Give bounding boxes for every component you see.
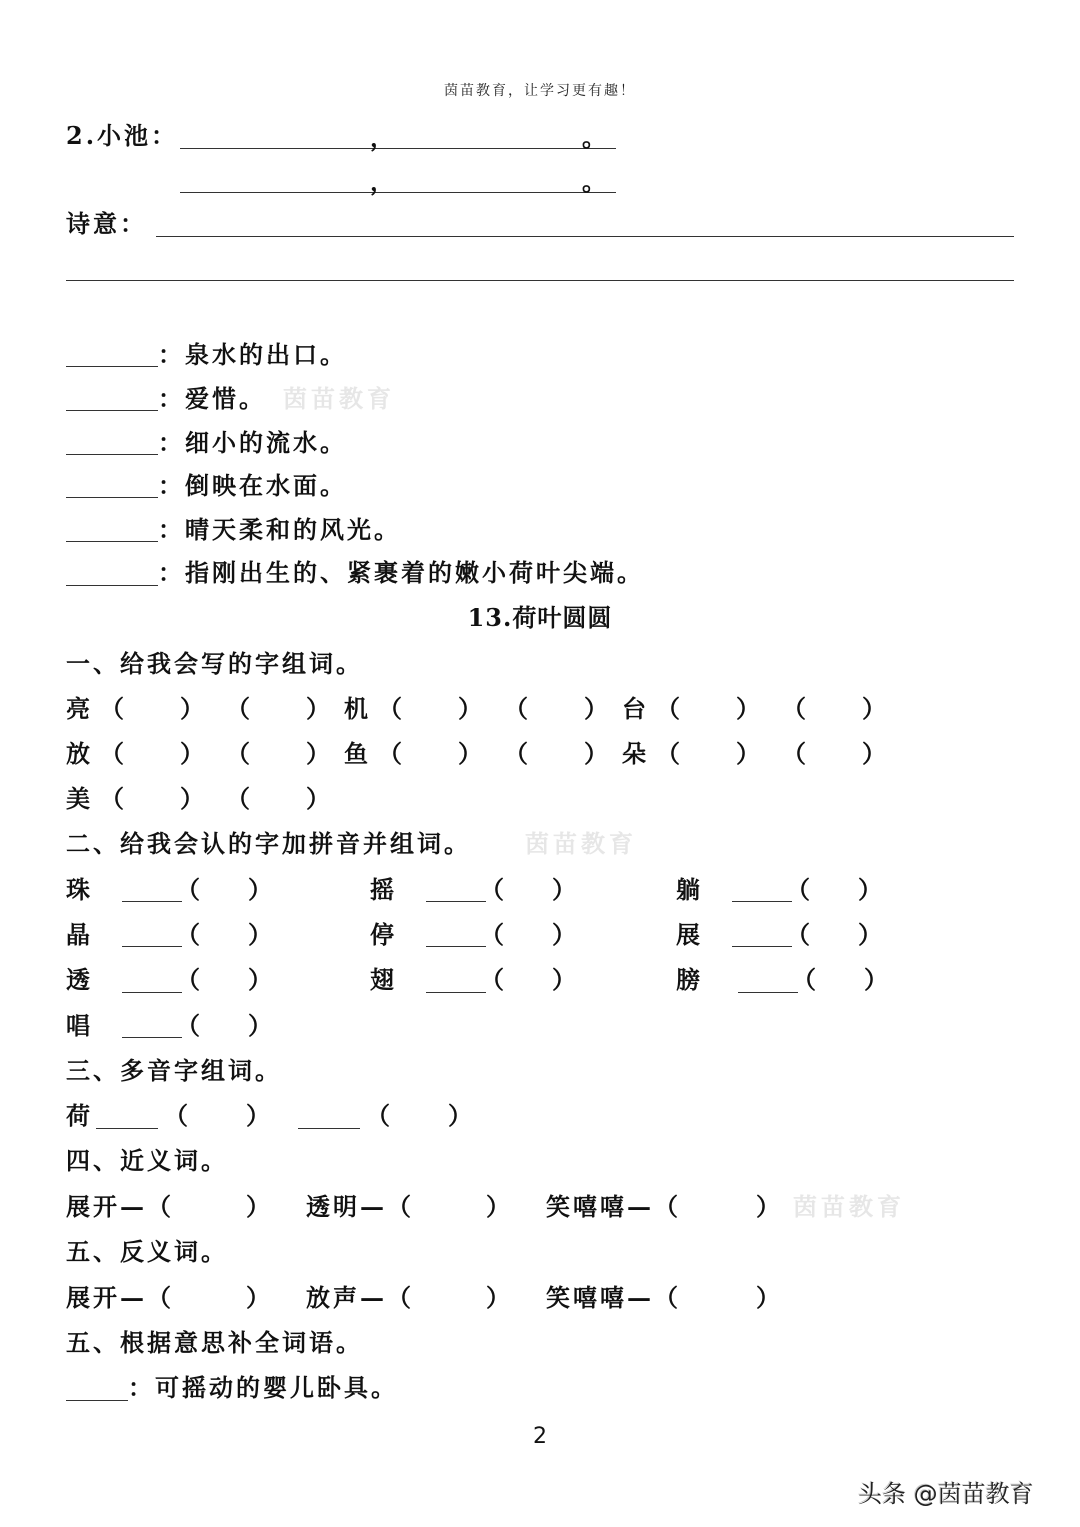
watermark-text: 茵苗教育 <box>525 829 637 858</box>
definition-blank[interactable] <box>66 410 158 411</box>
pinyin-char: 膀 <box>676 965 703 994</box>
section5-heading: 五、反义词。 <box>66 1237 228 1266</box>
open-paren: （ <box>480 965 507 994</box>
pinyin-blank[interactable] <box>426 946 486 947</box>
poem-line2-blank[interactable] <box>180 192 616 193</box>
close-paren: ） <box>552 920 579 949</box>
poem-line1-blank[interactable] <box>180 148 616 149</box>
open-paren: （ <box>100 694 127 723</box>
close-paren: ） <box>246 1283 273 1312</box>
polyphone-char: 荷 <box>66 1101 93 1130</box>
open-paren: （ <box>656 739 683 768</box>
page-number: 2 <box>533 1424 547 1449</box>
poem-meaning-blank-2[interactable] <box>66 280 1014 281</box>
close-paren: ） <box>584 739 611 768</box>
section1-char: 台 <box>622 694 649 723</box>
pinyin-blank[interactable] <box>738 992 798 993</box>
pinyin-blank[interactable] <box>122 992 182 993</box>
close-paren: ） <box>584 694 611 723</box>
open-paren: （ <box>100 739 127 768</box>
close-paren: ） <box>306 694 333 723</box>
word-completion-text: ：可摇动的婴儿卧具。 <box>128 1373 398 1402</box>
close-paren: ） <box>862 739 889 768</box>
definition-text: ：泉水的出口。 <box>158 340 347 369</box>
close-paren: ） <box>306 739 333 768</box>
open-paren: （ <box>786 875 813 904</box>
open-paren: （ <box>378 694 405 723</box>
open-paren: （ <box>164 1101 191 1130</box>
close-paren: ） <box>248 965 275 994</box>
close-paren: ） <box>756 1283 783 1312</box>
close-paren: ） <box>858 875 885 904</box>
pinyin-char: 摇 <box>370 875 397 904</box>
lesson-title: 13.荷叶圆圆 <box>467 603 613 632</box>
pinyin-blank[interactable] <box>426 901 486 902</box>
close-paren: ） <box>180 694 207 723</box>
definition-text: ：倒映在水面。 <box>158 471 347 500</box>
section1-char: 鱼 <box>344 739 371 768</box>
poem-title: 2.小池： <box>66 121 179 150</box>
open-paren: （ <box>792 965 819 994</box>
close-paren: ） <box>552 965 579 994</box>
open-paren: （ <box>504 694 531 723</box>
open-paren: （ <box>378 739 405 768</box>
close-paren: ） <box>756 1192 783 1221</box>
poem-line1-period: 。 <box>582 123 609 152</box>
section1-char: 美 <box>66 784 93 813</box>
definition-text: ：指刚出生的、紧裹着的嫩小荷叶尖端。 <box>158 558 644 587</box>
close-paren: ） <box>486 1192 513 1221</box>
close-paren: ） <box>858 920 885 949</box>
definition-text: ：细小的流水。 <box>158 428 347 457</box>
close-paren: ） <box>246 1101 273 1130</box>
close-paren: ） <box>458 694 485 723</box>
close-paren: ） <box>448 1101 475 1130</box>
polyphone-blank-1[interactable] <box>96 1128 158 1129</box>
section2-heading: 二、给我会认的字加拼音并组词。 <box>66 829 471 858</box>
section1-heading: 一、给我会写的字组词。 <box>66 649 363 678</box>
header-note: 茵苗教育，让学习更有趣！ <box>444 83 636 99</box>
close-paren: ） <box>862 694 889 723</box>
close-paren: ） <box>248 875 275 904</box>
definition-blank[interactable] <box>66 366 158 367</box>
antonym-item: 笑嘻嘻—（ <box>546 1283 681 1312</box>
open-paren: （ <box>176 875 203 904</box>
antonym-item: 展开—（ <box>66 1283 174 1312</box>
poem-meaning-label: 诗意： <box>66 209 147 238</box>
pinyin-blank[interactable] <box>122 901 182 902</box>
pinyin-char: 展 <box>676 920 703 949</box>
close-paren: ） <box>180 739 207 768</box>
section6-heading: 五、根据意思补全词语。 <box>66 1328 363 1357</box>
close-paren: ） <box>180 784 207 813</box>
watermark-text: 茵苗教育 <box>793 1192 905 1221</box>
close-paren: ） <box>248 920 275 949</box>
close-paren: ） <box>736 739 763 768</box>
definition-blank[interactable] <box>66 585 158 586</box>
section4-heading: 四、近义词。 <box>66 1146 228 1175</box>
definition-blank[interactable] <box>66 454 158 455</box>
synonym-item: 笑嘻嘻—（ <box>546 1192 681 1221</box>
pinyin-char: 晶 <box>66 920 93 949</box>
pinyin-char: 停 <box>370 920 397 949</box>
open-paren: （ <box>480 875 507 904</box>
pinyin-blank[interactable] <box>732 901 792 902</box>
pinyin-blank[interactable] <box>122 946 182 947</box>
open-paren: （ <box>226 694 253 723</box>
open-paren: （ <box>656 694 683 723</box>
open-paren: （ <box>782 694 809 723</box>
pinyin-blank[interactable] <box>426 992 486 993</box>
section1-char: 机 <box>344 694 371 723</box>
open-paren: （ <box>782 739 809 768</box>
open-paren: （ <box>176 965 203 994</box>
definition-blank[interactable] <box>66 541 158 542</box>
section1-char: 亮 <box>66 694 93 723</box>
open-paren: （ <box>176 920 203 949</box>
open-paren: （ <box>176 1011 203 1040</box>
poem-meaning-blank-1[interactable] <box>156 236 1014 237</box>
definition-text: ：爱惜。 <box>158 384 266 413</box>
pinyin-char: 躺 <box>676 875 703 904</box>
synonym-item: 展开—（ <box>66 1192 174 1221</box>
close-paren: ） <box>248 1011 275 1040</box>
close-paren: ） <box>552 875 579 904</box>
close-paren: ） <box>486 1283 513 1312</box>
word-completion-blank[interactable] <box>66 1400 128 1401</box>
poem-line1-comma: ， <box>370 123 397 152</box>
pinyin-char: 透 <box>66 965 93 994</box>
section1-char: 放 <box>66 739 93 768</box>
pinyin-char: 珠 <box>66 875 93 904</box>
section3-heading: 三、多音字组词。 <box>66 1056 282 1085</box>
close-paren: ） <box>736 694 763 723</box>
definition-blank[interactable] <box>66 497 158 498</box>
close-paren: ） <box>864 965 891 994</box>
open-paren: （ <box>100 784 127 813</box>
close-paren: ） <box>306 784 333 813</box>
close-paren: ） <box>246 1192 273 1221</box>
open-paren: （ <box>786 920 813 949</box>
poem-line2-comma: ， <box>370 167 397 196</box>
open-paren: （ <box>480 920 507 949</box>
brand-watermark: 头条 @茵苗教育 <box>858 1480 1034 1508</box>
synonym-item: 透明—（ <box>306 1192 414 1221</box>
pinyin-char: 唱 <box>66 1011 93 1040</box>
polyphone-blank-2[interactable] <box>298 1128 360 1129</box>
watermark-text: 茵苗教育 <box>283 384 395 413</box>
poem-line2-period: 。 <box>582 167 609 196</box>
open-paren: （ <box>226 784 253 813</box>
antonym-item: 放声—（ <box>306 1283 414 1312</box>
open-paren: （ <box>226 739 253 768</box>
pinyin-char: 翅 <box>370 965 397 994</box>
pinyin-blank[interactable] <box>122 1037 182 1038</box>
open-paren: （ <box>504 739 531 768</box>
close-paren: ） <box>458 739 485 768</box>
pinyin-blank[interactable] <box>732 946 792 947</box>
section1-char: 朵 <box>622 739 649 768</box>
open-paren: （ <box>366 1101 393 1130</box>
definition-text: ：晴天柔和的风光。 <box>158 515 401 544</box>
